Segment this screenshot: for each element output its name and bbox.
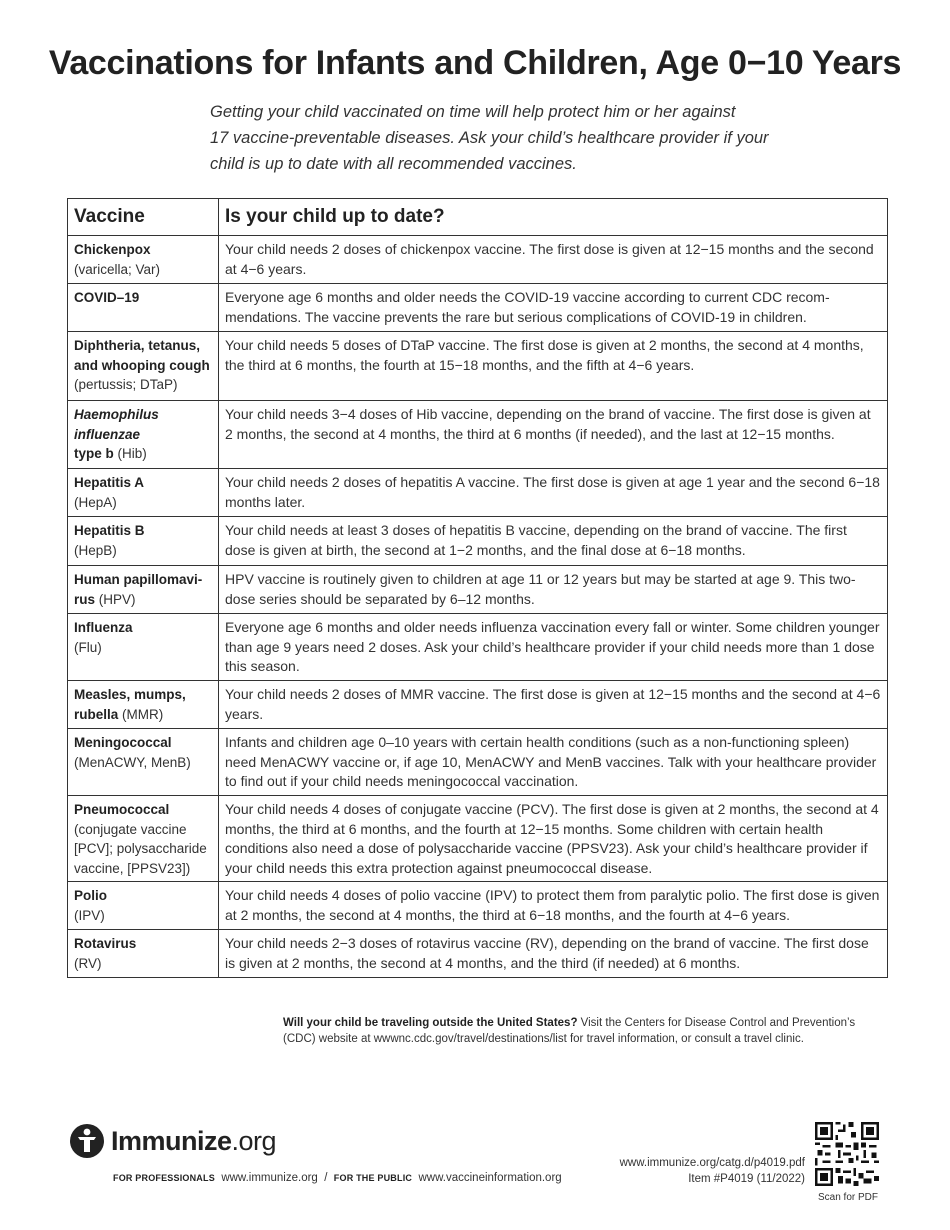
vaccine-subtitle: (MenACWY, MenB)	[74, 754, 191, 770]
professionals-label: FOR PROFESSIONALS	[113, 1173, 215, 1183]
table-header-row	[68, 199, 888, 236]
vaccine-cell	[68, 930, 219, 978]
vaccine-name: Measles, mumps, rubella	[74, 687, 186, 722]
qr-code-icon[interactable]	[815, 1122, 879, 1186]
vaccine-cell	[68, 401, 219, 469]
vaccine-subtitle: (varicella; Var)	[74, 261, 161, 277]
vaccine-name: Chickenpox	[74, 242, 151, 257]
intro-line: child is up to date with all recommended vaccines.	[210, 155, 577, 173]
public-link[interactable]: www.vaccineinformation.org	[418, 1172, 562, 1184]
vaccine-name: COVID–19	[74, 290, 140, 305]
description-cell: HPV vaccine is routinely given to children at age 11 or 12 years but may be started at age 9. This two-dose series should be separated by 6–12 months.	[219, 566, 888, 614]
header-status: Is your child up to date?	[219, 199, 888, 236]
vaccine-name: Human papillomavirus	[74, 572, 203, 607]
table-row	[68, 236, 888, 284]
vaccine-name: Hepatitis B	[74, 523, 145, 538]
vaccine-name: Diphtheria, tetanus, and whooping cough	[74, 338, 210, 373]
intro-line: 17 vaccine-preventable diseases. Ask your child’s healthcare provider if your	[210, 129, 769, 147]
vaccine-cell	[68, 882, 219, 930]
table-row	[68, 882, 888, 930]
vaccine-cell	[68, 681, 219, 729]
table-row	[68, 401, 888, 469]
table-row	[68, 796, 888, 882]
description-cell: Your child needs 4 doses of conjugate vaccine (PCV). The first dose is given at 2 months, the second at 4 months, the third at 6 months, and the fourth at 12−15 months. Some children with certain health conditions also need a dose of polysaccharide vaccine (PPSV23). Ask your child’s healthcare provider if your child needs this extra protection against pneumococcal disease.	[219, 796, 888, 882]
table-row	[68, 681, 888, 729]
description-cell: Your child needs 2−3 doses of rotavirus vaccine (RV), depending on the brand of vaccine. The first dose is given at 2 months, the second at 4 months, and the third (if needed) at 6 months.	[219, 930, 888, 978]
travel-question: Will your child be traveling outside the United States?	[283, 1017, 578, 1029]
description-cell: Infants and children age 0–10 years with certain health conditions (such as a non-functioning spleen) need MenACWY vaccine or, if age 10, MenACWY and MenB vaccines. Talk with your healthcare provider to find out if your child needs meningococcal vaccination.	[219, 729, 888, 796]
intro-text	[210, 99, 810, 177]
logo-light: .org	[231, 1125, 277, 1156]
vaccine-table	[67, 198, 888, 978]
vaccine-subtitle: (RV)	[74, 955, 102, 971]
vaccine-cell	[68, 729, 219, 796]
table-row	[68, 517, 888, 566]
vaccine-cell	[68, 236, 219, 284]
intro-line: Getting your child vaccinated on time will help protect him or her against	[210, 103, 736, 121]
description-cell: Everyone age 6 months and older needs the COVID-19 vaccine according to current CDC recommendations. The vaccine prevents the rare but serious complications of COVID-19 in children.	[219, 284, 888, 332]
table-row	[68, 469, 888, 517]
table-row	[68, 332, 888, 401]
vaccine-name: Polio	[74, 888, 107, 903]
vaccine-name: Pneumococcal	[74, 802, 170, 817]
description-cell: Your child needs 2 doses of chickenpox vaccine. The first dose is given at 12−15 months and the second at 4−6 years.	[219, 236, 888, 284]
qr-caption: Scan for PDF	[817, 1192, 879, 1203]
vaccine-subtitle: (HepA)	[74, 494, 117, 510]
header-vaccine: Vaccine	[68, 199, 219, 236]
table-row	[68, 614, 888, 681]
logo-wordmark	[111, 1126, 276, 1157]
pdf-link[interactable]: www.immunize.org/catg.d/p4019.pdf	[619, 1157, 805, 1169]
page-title: Vaccinations for Infants and Children, Age 0−10 Years	[48, 44, 902, 82]
footer-item-info	[620, 1155, 805, 1187]
vaccine-subtitle: (Hib)	[117, 446, 147, 461]
public-label: FOR THE PUBLIC	[333, 1173, 413, 1183]
vaccine-name: type b	[74, 446, 114, 461]
vaccine-name: Meningococcal	[74, 735, 172, 750]
description-cell: Your child needs 2 doses of hepatitis A vaccine. The first dose is given at age 1 year and the second 6−18 months later.	[219, 469, 888, 517]
logo-bold: Immunize	[111, 1125, 232, 1156]
vaccine-name: Rotavirus	[74, 936, 137, 951]
vaccine-cell	[68, 332, 219, 401]
vaccine-cell	[68, 469, 219, 517]
table-row	[68, 930, 888, 978]
vaccine-name: Influenza	[74, 620, 133, 635]
table-row	[68, 729, 888, 796]
vaccine-subtitle: (HPV)	[98, 591, 136, 607]
vaccine-subtitle: (Flu)	[74, 639, 102, 655]
description-cell: Your child needs 4 doses of polio vaccine (IPV) to protect them from paralytic polio. The first dose is given at 2 months, the second at 4 months, the third at 6−18 months, and the fourth at 4−6 years.	[219, 882, 888, 930]
footer-links	[113, 1172, 562, 1184]
vaccine-subtitle: (pertussis; DTaP)	[74, 377, 178, 392]
description-cell: Your child needs 5 doses of DTaP vaccine. The first dose is given at 2 months, the second at 4 months, the third at 6 months, the fourth at 15−18 months, and the fifth at 4−6 years.	[219, 332, 888, 401]
vaccine-subtitle: (HepB)	[74, 542, 117, 558]
travel-text: Visit the Centers for Disease Control and Prevention’s (CDC) website at wwwnc.cdc.gov/travel/destinations/list for travel information, or consult a travel clinic.	[283, 1017, 856, 1045]
travel-note	[283, 1015, 883, 1047]
immunize-logo	[69, 1123, 276, 1159]
link-separator: /	[324, 1172, 328, 1184]
table-row	[68, 566, 888, 614]
professionals-link[interactable]: www.immunize.org	[221, 1172, 318, 1184]
description-cell: Your child needs 3−4 doses of Hib vaccine, depending on the brand of vaccine. The first dose is given at 2 months, the second at 4 months, the third at 6 months (if needed), and the last at 12−15 months.	[219, 401, 888, 469]
table-row	[68, 284, 888, 332]
vaccine-cell	[68, 284, 219, 332]
vaccine-cell	[68, 796, 219, 882]
vaccine-subtitle: (conjugate vaccine [PCV]; polysaccharide vaccine, [PPSV23])	[74, 821, 207, 876]
immunize-logo-icon	[69, 1123, 105, 1159]
description-cell: Your child needs 2 doses of MMR vaccine. The first dose is given at 12−15 months and the second at 4−6 years.	[219, 681, 888, 729]
vaccine-cell	[68, 517, 219, 566]
description-cell: Your child needs at least 3 doses of hepatitis B vaccine, depending on the brand of vaccine. The first dose is given at birth, the second at 1−2 months, and the final dose at 6−18 months.	[219, 517, 888, 566]
vaccine-name-italic: Haemophilus influenzae	[74, 407, 159, 442]
description-cell: Everyone age 6 months and older needs influenza vaccination every fall or winter. Some children younger than age 9 years need 2 doses. Ask your child’s healthcare provider if your child needs more than 1 dose this season.	[219, 614, 888, 681]
vaccine-subtitle: (MMR)	[122, 706, 164, 722]
vaccine-cell	[68, 614, 219, 681]
vaccine-subtitle: (IPV)	[74, 907, 105, 923]
vaccine-name: Hepatitis A	[74, 475, 145, 490]
item-number: Item #P4019 (11/2022)	[688, 1173, 805, 1185]
vaccine-cell	[68, 566, 219, 614]
